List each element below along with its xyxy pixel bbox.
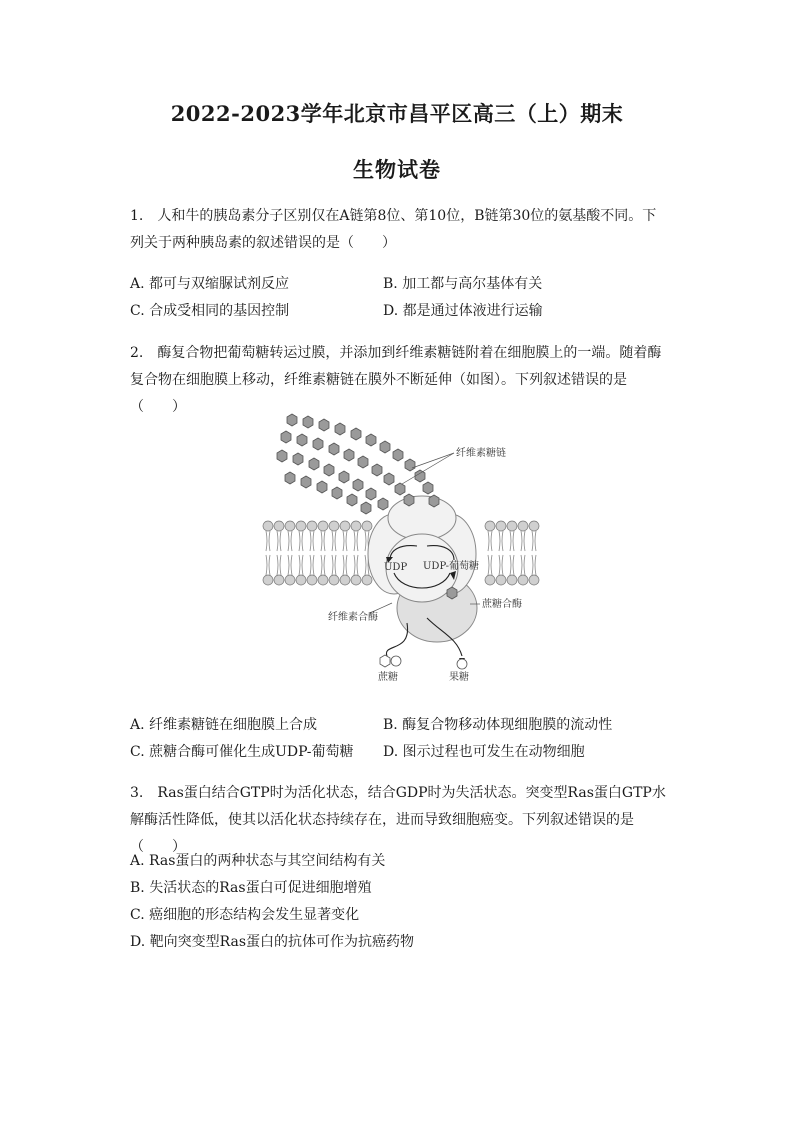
page-title: 2022-2023学年北京市昌平区高三（上）期末 <box>170 101 624 126</box>
label-udp-glucose: UDP-葡萄糖 <box>423 561 480 572</box>
label-fructose: 果糖 <box>449 672 469 683</box>
q1-option-c: C. 合成受相同的基因控制 <box>130 303 290 319</box>
question-number: 1. <box>130 208 144 224</box>
label-sucrose-synthase: 蔗糖合酶 <box>482 599 522 610</box>
question-stem: 酶复合物把葡萄糖转运过膜，并添加到纤维素糖链附着在细胞膜上的一端。随着酶复合物在细胞膜上移动，纤维素糖链在膜外不断延伸（如图）。下列叙述错误的是（ ） <box>130 345 662 415</box>
question-number: 3. <box>130 785 144 801</box>
label-sucrose: 蔗糖 <box>378 672 398 683</box>
q1-option-a: A. 都可与双缩脲试剂反应 <box>130 276 290 292</box>
q3-option-a: A. Ras蛋白的两种状态与其空间结构有关 <box>130 853 386 869</box>
q3-option-d: D. 靶向突变型Ras蛋白的抗体可作为抗癌药物 <box>130 934 415 950</box>
page-subtitle: 生物试卷 <box>353 157 441 182</box>
fructose-molecule <box>457 659 467 669</box>
question-1 <box>130 203 670 257</box>
sucrose-molecule <box>380 655 401 667</box>
glucose-hexagon <box>447 587 457 599</box>
question-number: 2. <box>130 345 144 361</box>
chain-4 <box>285 472 371 514</box>
q1-option-d: D. 都是通过体液进行运输 <box>383 303 543 319</box>
membrane-left <box>263 521 372 585</box>
label-udp: UDP <box>384 562 408 573</box>
q2-option-d: D. 图示过程也可发生在动物细胞 <box>383 744 585 760</box>
q2-option-b: B. 酶复合物移动体现细胞膜的流动性 <box>383 717 613 733</box>
question-3 <box>130 780 670 861</box>
q3-option-b: B. 失活状态的Ras蛋白可促进细胞增殖 <box>130 880 372 896</box>
question-stem: Ras蛋白结合GTP时为活化状态，结合GDP时为失活状态。突变型Ras蛋白GTP水解酶活性降低，使其以活化状态持续存在，进而导致细胞癌变。下列叙述错误的是（ ） <box>130 785 666 855</box>
chain-2 <box>281 431 414 506</box>
question-stem: 人和牛的胰岛素分子区别仅在A链第8位、第10位，B链第30位的氨基酸不同。下列关于两种胰岛素的叙述错误的是（ ） <box>130 208 657 251</box>
cellulose-synthase-complex <box>368 496 476 602</box>
label-cellulose-synthase: 纤维素合酶 <box>328 612 378 623</box>
q3-option-c: C. 癌细胞的形态结构会发生显著变化 <box>130 907 360 923</box>
q2-option-a: A. 纤维素糖链在细胞膜上合成 <box>130 717 318 733</box>
label-cellulose-chain: 纤维素糖链 <box>456 448 506 459</box>
q2-option-c: C. 蔗糖合酶可催化生成UDP-葡萄糖 <box>130 744 354 760</box>
cellulose-synthesis-diagram <box>262 408 552 683</box>
membrane-right <box>485 521 539 585</box>
q1-option-b: B. 加工都与高尔基体有关 <box>383 276 543 292</box>
